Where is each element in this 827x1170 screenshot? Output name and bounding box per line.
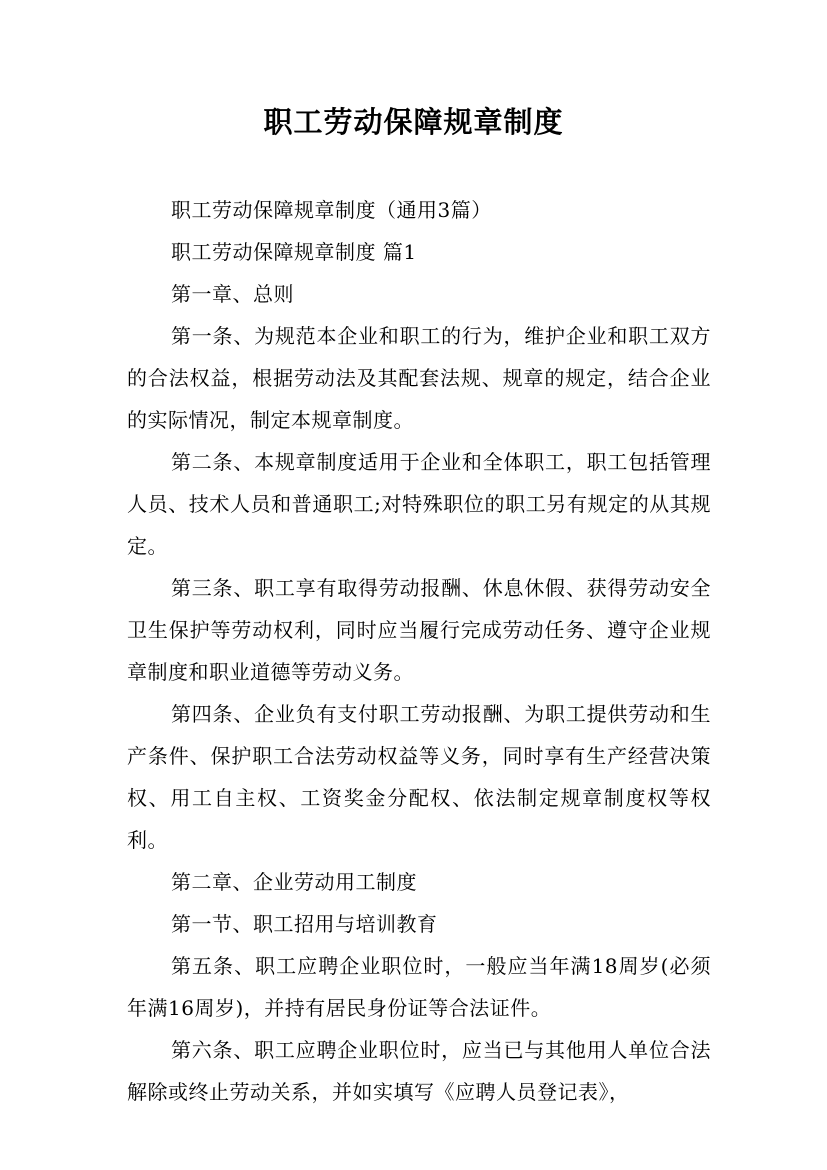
chapter-heading: 第二章、企业劳动用工制度	[171, 870, 417, 894]
document-title: 职工劳动保障规章制度	[263, 105, 564, 139]
paragraph: 第五条、职工应聘企业职位时，一般应当年满18周岁(必须年满16周岁)，并持有居民身份证等合法证件。	[127, 954, 711, 1020]
paragraph: 第四条、企业负有支付职工劳动报酬、为职工提供劳动和生产条件、保护职工合法劳动权益等义务，同时享有生产经营决策权、用工自主权、工资奖金分配权、依法制定规章制度权等权利。	[127, 702, 711, 852]
paragraph: 第二条、本规章制度适用于企业和全体职工，职工包括管理人员、技术人员和普通职工;对特殊职位的职工另有规定的从其规定。	[127, 450, 711, 558]
paragraph: 第一条、为规范本企业和职工的行为，维护企业和职工双方的合法权益，根据劳动法及其配套法规、规章的规定，结合企业的实际情况，制定本规章制度。	[127, 324, 711, 432]
paragraph: 职工劳动保障规章制度 篇1	[171, 240, 417, 264]
chapter-heading: 第一章、总则	[171, 282, 294, 306]
paragraph: 第三条、职工享有取得劳动报酬、休息休假、获得劳动安全卫生保护等劳动权利，同时应当履行完成劳动任务、遵守企业规章制度和职业道德等劳动义务。	[127, 576, 711, 684]
document-body	[127, 189, 711, 1113]
paragraph: 第六条、职工应聘企业职位时，应当已与其他用人单位合法解除或终止劳动关系，并如实填写《应聘人员登记表》，	[127, 1038, 711, 1104]
paragraph: 职工劳动保障规章制度（通用3篇）	[171, 198, 492, 222]
section-heading: 第一节、职工招用与培训教育	[171, 912, 438, 936]
